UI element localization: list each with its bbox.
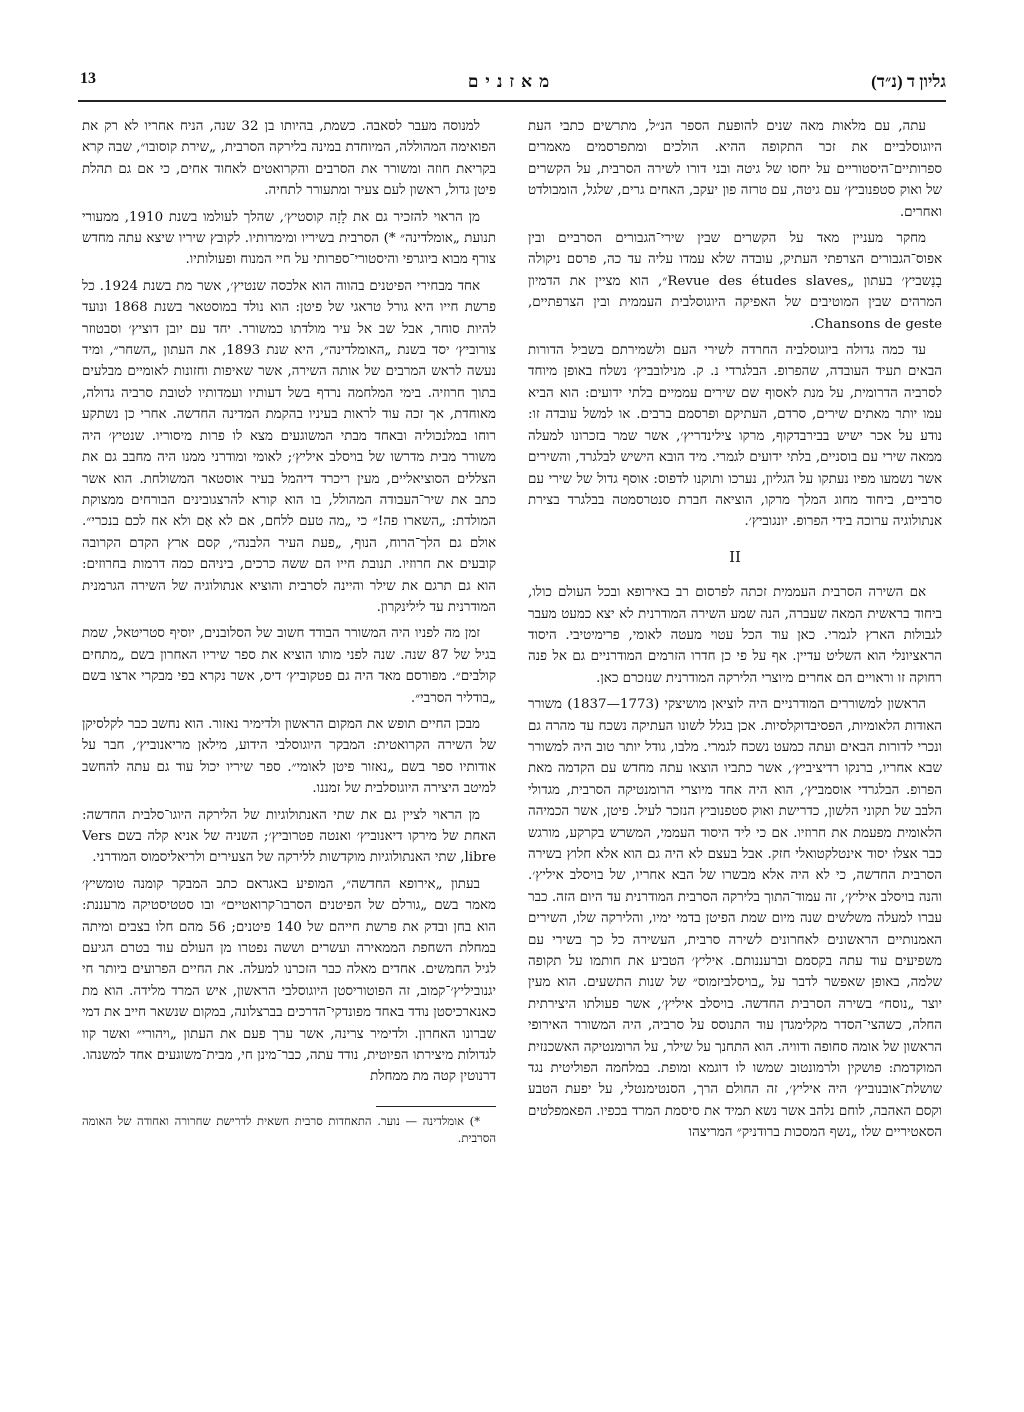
left-column — [82, 116, 496, 1386]
right-column — [528, 116, 942, 1386]
paragraph: מן הראוי להזכיר גם את לָזָה קוסטיץ׳, שהלך לעולמו בשנת 1910, ממעורי תנועת „אומלדינה״ *) הסרבית בשיריו ומימרותיו. לקובץ שיריו שיצא עתה מחדש צורף מבוא ביוגרפי והיסטורי־ספרותי על חיי המנוח ופעולותיו. — [82, 209, 496, 268]
paragraph: מחקר מעניין מאד על הקשרים שבין שירי־הגבורים הסרביים ובין אפוס־הגבורים הצרפתי העתיק, עובדה שלא עמדו עליה עד כה, פרסם ניקולה בָנַשביץ׳ בעתון „Revue des études slaves״, הוא מציין את הדמיון המרהים שבין המוטיבים של האפיקה היוגוסלבית העממית ובין הצרפתיים, Chansons de geste. — [528, 231, 942, 332]
paragraph: הראשון למשוררים המודרניים היה לוציאן מושיצקי (1773—1837) משורר האודות הלאומיות, הפסיבדוקלסיות. אכן בגלל לשונו העתיקה נשכח עד מהרה גם ונכרי לדורות הבאים ועתה כמעט נשכח לגמרי. מלבו, גודל יותר טוב היה למשורר שבא אחריו, ברנקו רדיציביץ׳, אשר כתביו הוצאו עתה מחדש עם הקדמה מאת הפרופ. הבלגרדי אוסמביץ׳, הוא היה אחד מיוצרי הרומנטיקה הסרבית, מגדולי הלבב של תקוני הלשון, כדרישת ואוק סטפנוביץ הנזכר לעיל. פיטן, אשר הכמיהה הלאומית מפעמת את חרוזיו. אם כי ליד היסוד העממי, המשרש בקרקע, מורגש כבר אצלו יסוד אינטלקטואלי חזק. אבל בעצם לא היה גם הוא אלא חלוץ בשירה הסרבית החדשה, כי לא היה אלא מבשרו של הבא אחריו, של בויסלב איליץ׳. והנה בויסלב איליץ׳, זה עמוד־התוך בלירקה הסרבית המודרנית עד היום הזה. כבר עברו למעלה משלשים שנה מיום שמת הפיטן בדמי ימיו, והלירקה שלו, השירים האמנותיים הראשונים לאחרונים לשירה סרבית, העשירה כל כך בשירי עם משפיעים עוד עתה בקסמם וברעננותם. איליץ׳ הטביע את חותמו על תקופה שלמה, באופן שאפשר לדבר על „בויסלביזמוס״ של שנות התשעים. הוא מעין יוצר „נוסח״ בשירה הסרבית החדשה. בויסלב איליץ׳, אשר פעולתו היצירתית החלה, כשהצי־הסדר מקלימגדן עוד התנוסס על סרביה, היה המשורר האירופי הראשון של אומה סחופה ודוויה. הוא התחנך על שילר, על הרומנטיקה האשכנזית המוקדמת: פושקין ולרמונטוב שמשו לו דוגמא ומופת. במלחמה הפוליטית נגד שושלת־אובנוביץ׳ היה איליץ׳, זה החולם הרך, הסנטימנטלי, על יפעת הטבע וקסם האהבה, לוחם נלהב אשר נשא תמיד את סיסמת המרד בכפיו. הפאמפלטים הסאטיריים שלו „נשף המסכות ברודניק״ המריצהו — [528, 697, 942, 1141]
section-number: II — [729, 547, 741, 566]
page-number: 13 — [80, 70, 96, 87]
journal-title: מאזנים — [467, 72, 557, 91]
issue-label: גליון ד (נ״ד) — [871, 72, 946, 91]
footnote-rule — [376, 1106, 496, 1107]
paragraph: בעתון „אירופא החדשה״, המופיע באגראם כתב המבקר קומנה טומשיץ׳ מאמר בשם „גורלם של הפיטנים הסרבו־קרואטיים״ ובו סטטיסטיקה מרעננת: הוא בחן ובדק את פרשת חייהם של 140 פיטנים; 56 מהם חלו בצבים ומיתה במחלת השחפת הממאירה ועשרים וששה נפטרו מן העולם עוד בטרם הגיעם לגיל החמשים. אחדים מאלה כבר הזכרנו למעלה. את החיים הפרועים ביותר חי יגנוביליץ׳־קמוב, זה הפוטוריסטן היוגוסלבי הראשון, איש המרד מלידה. הוא מת כאנארכיסטן נודד באחד מפונדקי־הדרכים בברצלונה, במקום שנשאר חייב את דמי שברונו האחרון. ולדימיר צרינה, אשר ערך פעם את העתון „ויהורי״ ואשר קוו לגדולות מיצירתו הפיוטית, נודד עתה, כבר־מינן חי, מבית־משוגעים אחד למשנהו. דרנוטין קטה מת ממחלת — [82, 876, 496, 1085]
paragraph: אם השירה הסרבית העממית זכתה לפרסום רב באירופא ובכל העולם כולו, ביחוד בראשית המאה שעברה, הנה שמע השירה המודרנית לא יצא כמעט מעבר לגבולות הארץ לגמרי. כאן עוד הכל עטוי מעטה לאומי, פרימיטיבי. היסוד הראציונלי הוא השליט עדיין. אף על פי כן חדרו הזרמים המודרניים גם אל פנה רחוקה זו וראויים הם אחרים מיוצרי הלירקה המודרנית שנזכרם כאן. — [528, 585, 942, 686]
paragraph: מן הראוי לציין גם את שתי האנתולוגיות של הלירקה היוגו־סלבית החדשה: האחת של מירקו דיאנוביץ׳ ואנטה פטרוביץ׳; השניה של אניא קלה בשם Vers libre, שתי האנתולוגיות מוקדשות ללירקה של הצעירים ולריאליסמוס המודרני. — [82, 807, 496, 866]
footnote: *) אומלדינה — נוער. התאחדות סרבית חשאית לדרישת שחרורה ואחודה של האומה הסרבית. — [82, 1113, 496, 1145]
running-header — [78, 70, 946, 94]
header-rule — [78, 100, 946, 102]
paragraph: זמן מה לפניו היה המשורר הבודד חשוב של הסלובנים, יוסיף סטריטאל, שמת בגיל של 87 שנה. שנה לפני מותו הוציא את ספר שיריו האחרון בשם „מתחים קולבים״. מפורסם מאד היה גם פטקוביץ׳ דיס, אשר נקרא בפי מבקרי ארצו בשם „בודליר הסרבי״. — [82, 626, 496, 706]
paragraph: למנוסה מעבר לסאבה. כשמת, בהיותו בן 32 שנה, הניח אחריו לא רק את הפואימה המהוללה, המיוחדת במינה בלירקה הסרבית, „שירת קוסובו״, שבה קרא בקריאת חוזה ומשורר את הסרבים והקרואטים לאחוד אחים, כי אם גם תהלת פיטן גדול, ראשון לעם צעיר ומתעורר לתחיה. — [82, 119, 496, 199]
paragraph: עד כמה גדולה ביוגוסלביה החרדה לשירי העם ולשמירתם בשביל הדורות הבאים תעיד העובדה, שהפרופ. הבלגרדי נ. ק. מנילובביץ׳ נשלח באופן מיוחד לסרביה הדרומית, על מנת לאסוף שם שירים עממיים בלתי ידועים: הוא הביא עמו יותר מאתים שירים, סרדם, העתיקם ופרסמם ברבים. או למשל עובדה זו: נודע על אכר ישיש בבירבדקוף, מרקו צילינדריץ׳, אשר שמר בזכרונו למעלה ממאה שירי עם בוסניים, בלתי ידועים לגמרי. מיד הובא הישיש לבלגרד, והשירים אשר נשמעו מפיו נעתקו על הגליון, נערכו ותוקנו לדפוס: אוסף גדול של שירי עם סרביים, ביחוד מחוג המלך מרקו, הוציאה חברת סנטרסמטה בבלגרד בצירת אנתולוגיה ערוכה בידי הפרופ. יונגוביץ׳. — [528, 343, 942, 530]
text-columns — [82, 116, 942, 1396]
paragraph: עתה, עם מלאות מאה שנים להופעת הספר הנ״ל, מתרשים כתבי העת היוגוסלביים את זכר התקופה ההיא. הולכים ומתפרסמים מאמרים ספרותיים־היסטוריים על יחסו של גיטה ובני דורו לשירה הסרבית, על הקשרים של ואוק סטפנוביץ׳ עם גיטה, עם טרזה פון יעקב, האחים גרים, שלגל, הומבולדט ואחרים. — [528, 119, 942, 220]
paragraph: מבכן החיים תופש את המקום הראשון ולדימיר נאזור. הוא נחשב כבר לקלסיקן של השירה הקרואטית: המבקר היוגוסלבי הידוע, מילאן מריאנוביץ׳, חבר על אודותיו ספר בשם „נאזור פיטן לאומי״. ספר שיריו יכול עוד גם עתה להחשב למיטב היצירה היוגוסלבית של זמננו. — [82, 716, 496, 797]
paragraph: אחד מבחירי הפיטנים בהווה הוא אלכסה שנטיץ׳, אשר מת בשנת 1924. כל פרשת חייו היא גורל טראגי של פיטן: הוא נולד במוסטאר בשנת 1868 ונועד להיות סוחר, אבל שב אל עיר מולדתו כמשורר. יחד עם יובן דוציץ׳ וסבטוזר צורוביץ׳ יסד בשנת „האומלדינה״, היא שנת 1893, את העתון „השחר״, ומיד נעשה לראש המרבים של אותה השירה, אשר שאיפות וחזונות לאומיים מבלעים בתוך חרוזיה. בימי המלחמה נרדף בשל דעותיו ועמדותיו לטובת סרביה גדולה, מאוחדת, אך זכה עוד לראות בעיניו בהקמת המדינה החדשה. אחרי כן נשתקע רוחו במלנכוליה ובאחד מבתי המשוגעים מצא לו פרות מיסוריו. שנטיץ׳ היה משורר מבית מדרשו של בויסלב איליץ׳; לאומי ומודרני ממנו היה מחבב גם את הצללים הסוציאליים, מעין ריכרד דיהמל בעיר אוסטאר המשולחת. הוא אשר כתב את שיר־העבודה המהולל, בו הוא קורא להרצגובינים הבורחים ממצוקת המולדת: „השארו פה!״ כי „מה טעם ללחם, אם לא אָם ולא אח לכם בנכרי״. אולם גם הלך־הרוח, הנוף, „פעת העיר הלבנה״, קסם ארץ הקדם הקרובה קובעים את חרוזיו. תנובת חייו הם ששה כרכים, ביניהם כמה דרמות בחרוזים: הוא גם תרגם את שילר והיינה לסרבית והוציא אנתולוגיה של השירה הגרמנית המודרנית עד לילינקרון. — [82, 278, 496, 615]
